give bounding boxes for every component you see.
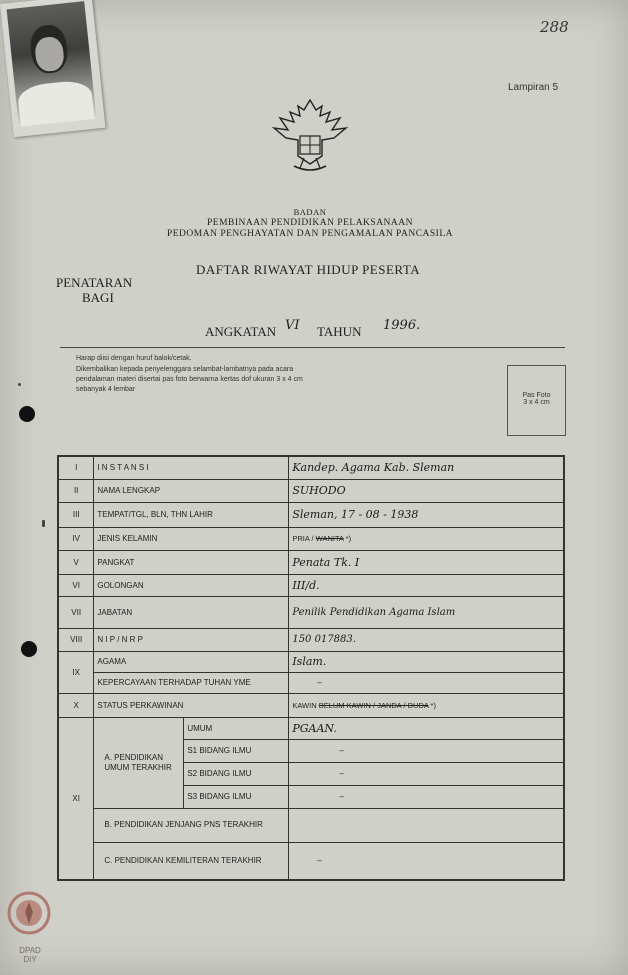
pendidikan-militer-value: –	[289, 842, 564, 880]
table-row	[58, 596, 564, 628]
page-number: 288	[540, 18, 569, 36]
row-label: JABATAN	[94, 596, 289, 628]
pendidikan-pns-label: B. PENDIDIKAN JENJANG PNS TERAKHIR	[94, 808, 289, 842]
table-row	[58, 717, 564, 739]
row-number: I	[58, 456, 94, 479]
umum-value: PGAAN.	[289, 717, 564, 739]
row-label: N I P / N R P	[94, 628, 289, 651]
row-label: TEMPAT/TGL, BLN, THN LAHIR	[94, 502, 289, 527]
s3-value: –	[289, 785, 564, 808]
biodata-table	[57, 455, 565, 881]
table-row	[58, 842, 564, 880]
row-label: NAMA LENGKAP	[94, 479, 289, 502]
row-number: VIII	[58, 628, 94, 651]
table-row	[58, 693, 564, 717]
table-row	[58, 479, 564, 502]
header-line-1: PEMBINAAN PENDIDIKAN PELAKSANAAN	[207, 218, 413, 228]
s1-value: –	[289, 739, 564, 762]
table-row	[58, 502, 564, 527]
row-label: PANGKAT	[94, 550, 289, 574]
penataran-label: PENATARAN	[56, 275, 133, 290]
row-number: III	[58, 502, 94, 527]
s2-value: –	[289, 762, 564, 785]
umum-label: UMUM	[184, 717, 289, 739]
s2-label: S2 BIDANG ILMU	[184, 762, 289, 785]
punch-hole	[21, 641, 37, 657]
angkatan-label: ANGKATAN	[205, 324, 277, 339]
tahun-value: 1996.	[383, 318, 421, 333]
angkatan-line	[205, 318, 421, 340]
paper-mark	[18, 383, 21, 386]
instansi-value: Kandep. Agama Kab. Sleman	[289, 456, 564, 479]
s3-label: S3 BIDANG ILMU	[184, 785, 289, 808]
row-number: V	[58, 550, 94, 574]
row-label: GOLONGAN	[94, 574, 289, 596]
golongan-value: III/d.	[289, 574, 564, 596]
table-row	[58, 808, 564, 842]
row-label: I N S T A N S I	[94, 456, 289, 479]
pendidikan-umum-label: A. PENDIDIKAN UMUM TERAKHIR	[94, 717, 184, 808]
jenis-kelamin-value: PRIA / WANITA *)	[289, 527, 564, 550]
row-number: X	[58, 693, 94, 717]
instruction-line-4: sebanyak 4 lembar	[76, 386, 136, 393]
row-number: XI	[58, 717, 94, 880]
row-label: KEPERCAYAAN TERHADAP TUHAN YME	[94, 672, 289, 693]
tempat-lahir-value: Sleman, 17 - 08 - 1938	[289, 502, 564, 527]
form-title: DAFTAR RIWAYAT HIDUP PESERTA	[196, 262, 421, 277]
passport-photo	[0, 0, 106, 137]
pas-foto-size: 3 x 4 cm	[523, 399, 550, 406]
divider	[60, 347, 565, 348]
garuda-emblem-icon	[268, 96, 352, 180]
angkatan-value: VI	[285, 318, 300, 333]
table-row	[58, 527, 564, 550]
table-row	[58, 651, 564, 672]
s1-label: S1 BIDANG ILMU	[184, 739, 289, 762]
row-label: JENIS KELAMIN	[94, 527, 289, 550]
nip-value: 150 017883.	[289, 628, 564, 651]
pas-foto-box	[507, 365, 566, 436]
row-label: STATUS PERKAWINAN	[94, 693, 289, 717]
instruction-line-1: Harap diisi dengan huruf balok/cetak.	[76, 355, 192, 362]
table-row	[58, 550, 564, 574]
table-row	[58, 628, 564, 651]
status-perkawinan-value: KAWIN BELUM KAWIN / JANDA / DUDA *)	[289, 693, 564, 717]
header-badan: BADAN	[293, 207, 327, 217]
pendidikan-pns-value	[289, 808, 564, 842]
row-number: VI	[58, 574, 94, 596]
jabatan-value: Penilik Pendidikan Agama Islam	[289, 596, 564, 628]
instruction-line-3: pendalaman materi disertai pas foto berwarna kertas dof ukuran 3 x 4 cm	[76, 376, 303, 383]
header-line-2: PEDOMAN PENGHAYATAN DAN PENGAMALAN PANCASILA	[166, 229, 454, 239]
row-number: IX	[58, 651, 94, 693]
paper-mark	[42, 520, 45, 527]
row-number: IV	[58, 527, 94, 550]
instruction-line-2: Dikembalikan kepada penyelenggara selambat-lambatnya pada acara	[76, 366, 294, 373]
row-number: VII	[58, 596, 94, 628]
table-row	[58, 574, 564, 596]
row-number: II	[58, 479, 94, 502]
pangkat-value: Penata Tk. I	[289, 550, 564, 574]
table-row	[58, 456, 564, 479]
pendidikan-militer-label: C. PENDIDIKAN KEMILITERAN TERAKHIR	[94, 842, 289, 880]
tahun-label: TAHUN	[317, 324, 362, 339]
row-label: AGAMA	[94, 651, 289, 672]
lampiran-label: Lampiran 5	[508, 82, 559, 93]
dpad-diy-logo-icon	[6, 890, 52, 936]
kepercayaan-value: –	[289, 672, 564, 693]
logo-text: DPAD DIY	[19, 946, 41, 964]
bagi-label: BAGI	[82, 290, 114, 305]
pas-foto-label: Pas Foto	[522, 392, 551, 399]
punch-hole	[19, 406, 35, 422]
table-row	[58, 672, 564, 693]
agama-value: Islam.	[289, 651, 564, 672]
nama-value: SUHODO	[289, 479, 564, 502]
